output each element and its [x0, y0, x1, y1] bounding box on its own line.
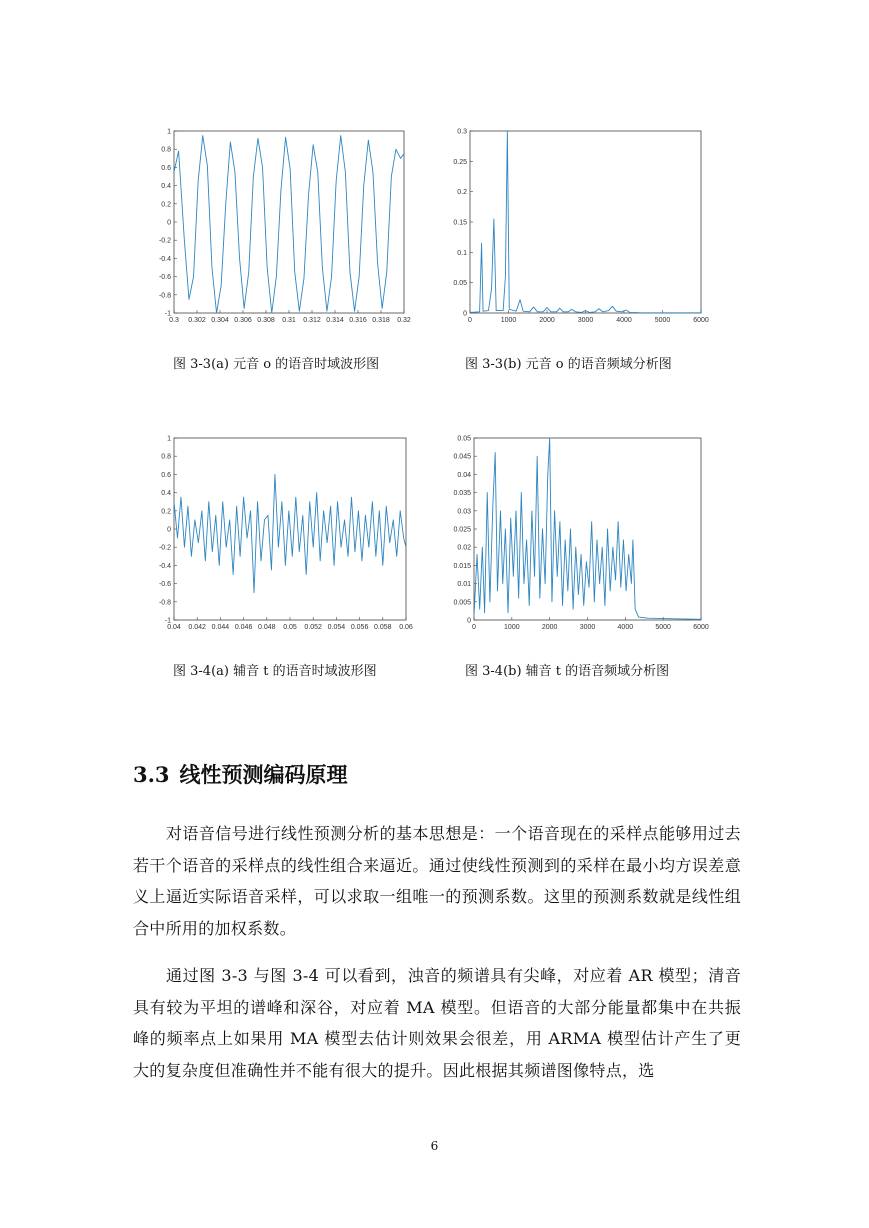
- chart-3-4a: [158, 435, 413, 631]
- caption-3-3b: 图 3-3(b) 元音 o 的语音频域分析图: [465, 357, 672, 372]
- y-tick-label: 0.2: [457, 189, 467, 197]
- y-tick-label: 0.1: [457, 249, 467, 257]
- y-tick-label: 0.4: [161, 183, 171, 191]
- y-tick-label: 0.05: [453, 280, 467, 288]
- figure-3-4b: [453, 435, 709, 631]
- x-tick-label: 4000: [617, 624, 634, 631]
- chart-3-3b: [453, 128, 709, 324]
- caption-3-3a: 图 3-3(a) 元音 o 的语音时域波形图: [173, 357, 380, 372]
- x-tick-label: 0.05: [283, 624, 297, 631]
- x-tick-label: 1000: [504, 624, 520, 631]
- x-tick-label: 0.32: [397, 317, 411, 324]
- y-tick-label: 0: [467, 617, 471, 625]
- x-tick-label: 0.302: [188, 317, 206, 324]
- y-tick-label: -0.6: [158, 581, 171, 589]
- x-tick-label: 0.042: [188, 624, 206, 631]
- paragraph-1: 对语音信号进行线性预测分析的基本思想是：一个语音现在的采样点能够用过去若干个语音的采样点的线性组合来逼近。通过使线性预测到的采样在最小均方误差意义上逼近实际语音采样，可以求取一组唯一的预测系数。这里的预测系数就是线性组合中所用的加权系数。: [133, 824, 741, 938]
- x-tick-label: 0.304: [211, 317, 229, 324]
- y-tick-label: 0.4: [161, 490, 171, 498]
- x-tick-label: 5000: [654, 317, 671, 324]
- y-tick-label: -0.8: [158, 292, 171, 300]
- y-tick-label: 0.025: [453, 526, 471, 534]
- x-tick-label: 6000: [693, 317, 709, 324]
- y-tick-label: 0: [167, 526, 171, 534]
- y-tick-label: 0.8: [161, 146, 171, 154]
- chart-3-4b: [453, 435, 709, 631]
- x-tick-label: 0.052: [304, 624, 322, 631]
- y-tick-label: -0.8: [158, 599, 171, 607]
- x-tick-label: 0.054: [327, 624, 346, 631]
- page-number: 6: [430, 1139, 439, 1153]
- figure-3-4a: [158, 435, 413, 631]
- x-tick-label: 0.3: [169, 317, 179, 324]
- y-tick-label: 1: [167, 128, 171, 136]
- y-tick-label: 0.6: [161, 471, 171, 479]
- y-tick-label: 0.2: [161, 508, 171, 516]
- x-tick-label: 2000: [539, 317, 555, 324]
- x-tick-label: 0.306: [234, 317, 252, 324]
- y-tick-label: 0: [167, 219, 171, 227]
- x-tick-label: 0.04: [167, 624, 181, 631]
- x-tick-label: 3000: [577, 317, 594, 324]
- y-tick-label: 0.01: [457, 581, 471, 589]
- x-tick-label: 0.31: [282, 317, 296, 324]
- y-tick-label: 0.03: [457, 508, 471, 516]
- x-tick-label: 0.056: [350, 624, 369, 631]
- y-tick-label: -0.2: [158, 544, 171, 552]
- figure-3-3a: [158, 128, 411, 324]
- figure-3-3b: [453, 128, 709, 324]
- x-tick-label: 1000: [500, 317, 517, 324]
- y-tick-label: 0.05: [457, 435, 471, 443]
- y-tick-label: -1: [164, 310, 171, 318]
- y-tick-label: 0.25: [453, 158, 467, 166]
- y-tick-label: -0.2: [158, 237, 171, 245]
- y-tick-label: 0.6: [161, 164, 171, 172]
- x-tick-label: 4000: [616, 317, 632, 324]
- x-tick-label: 0.308: [257, 317, 275, 324]
- y-tick-label: 0.045: [453, 453, 471, 461]
- x-tick-label: 3000: [579, 624, 596, 631]
- y-tick-label: -1: [164, 617, 171, 625]
- chart-3-3a: [158, 128, 411, 324]
- x-tick-label: 0.312: [303, 317, 321, 324]
- caption-3-4a: 图 3-4(a) 辅音 t 的语音时域波形图: [173, 664, 377, 679]
- y-tick-label: -0.6: [158, 274, 171, 282]
- section-number: 3.3: [133, 762, 170, 787]
- x-tick-label: 0.046: [234, 624, 253, 631]
- y-tick-label: 0.3: [457, 128, 467, 136]
- x-tick-label: 6000: [693, 624, 709, 631]
- y-tick-label: 1: [167, 435, 171, 443]
- y-tick-label: 0.15: [453, 219, 467, 227]
- y-tick-label: 0.02: [457, 544, 471, 552]
- x-tick-label: 2000: [541, 624, 558, 631]
- y-tick-label: 0.8: [161, 453, 171, 461]
- y-tick-label: 0.005: [453, 599, 471, 607]
- y-tick-label: 0: [463, 310, 467, 318]
- x-tick-label: 0.316: [349, 317, 367, 324]
- x-tick-label: 0.06: [399, 624, 413, 631]
- y-tick-label: -0.4: [158, 255, 171, 263]
- y-tick-label: 0.015: [453, 562, 471, 570]
- y-tick-label: 0.04: [457, 471, 471, 479]
- y-tick-label: 0.2: [161, 201, 171, 209]
- x-tick-label: 0.044: [211, 624, 230, 631]
- x-tick-label: 5000: [655, 624, 671, 631]
- x-tick-label: 0.048: [258, 624, 276, 631]
- plot-frame: [474, 438, 701, 620]
- x-tick-label: 0: [472, 624, 476, 631]
- paragraph-2: 通过图 3-3 与图 3-4 可以看到，浊音的频谱具有尖峰，对应着 AR 模型；清音具有较为平坦的谱峰和深谷，对应着 MA 模型。但语音的大部分能量都集中在共振峰的频率点上如果用 MA 模型去估计则效果会很差，用 ARMA 模型估计产生了更大的复杂度但准确性并不能有很大的提升。因此根据其频谱图像特点，选: [133, 966, 741, 1080]
- section-heading: [133, 759, 358, 789]
- x-tick-label: 0.058: [374, 624, 392, 631]
- section-title: 线性预测编码原理: [179, 762, 348, 787]
- x-tick-label: 0.318: [372, 317, 390, 324]
- y-tick-label: 0.035: [453, 490, 471, 498]
- x-tick-label: 0.314: [326, 317, 344, 324]
- x-tick-label: 0: [468, 317, 472, 324]
- y-tick-label: -0.4: [158, 562, 171, 570]
- caption-3-4b: 图 3-4(b) 辅音 t 的语音频域分析图: [465, 664, 670, 679]
